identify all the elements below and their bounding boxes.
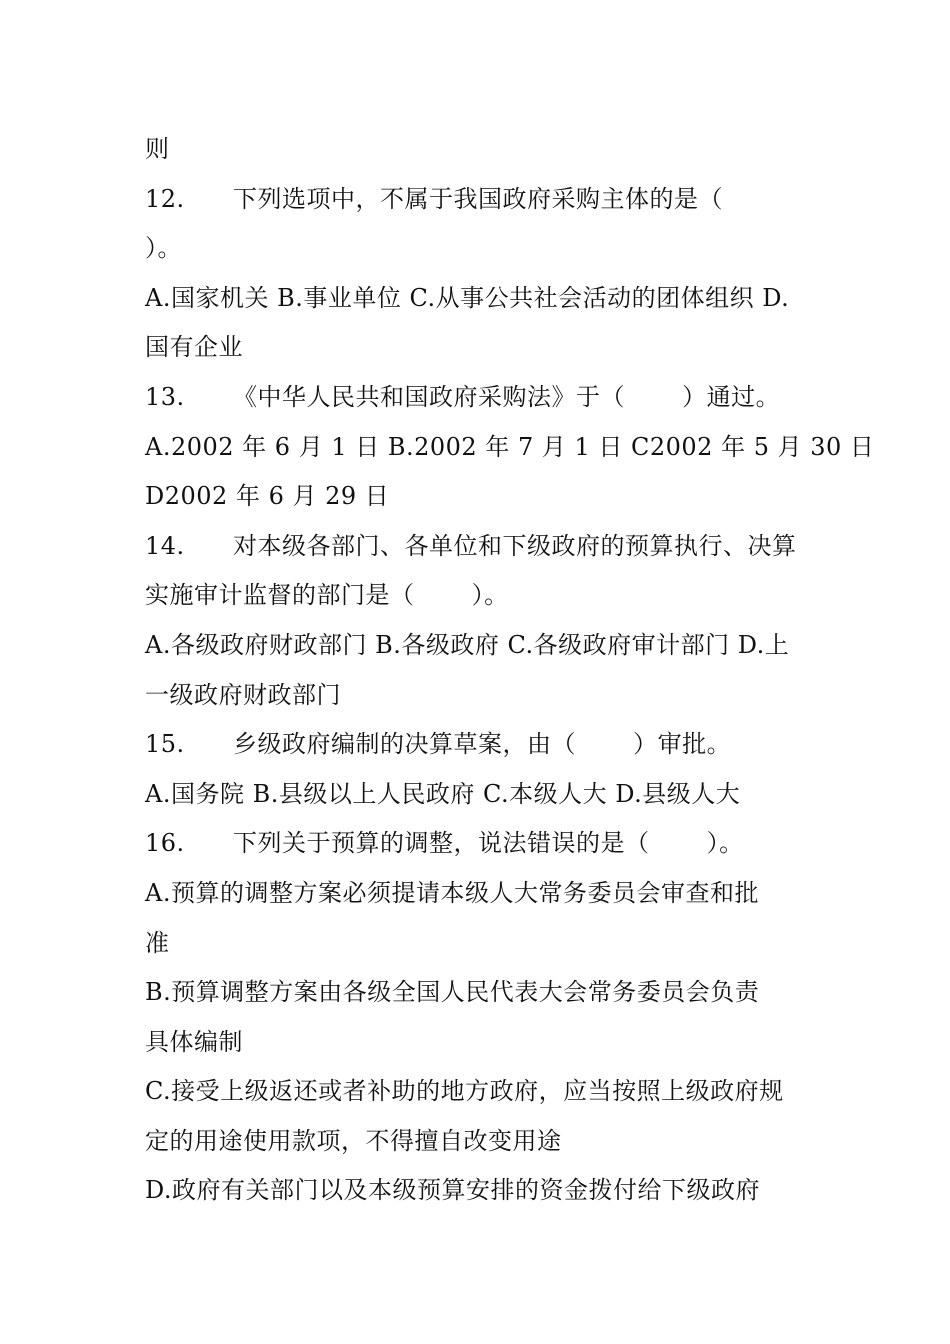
question-number: 16. [145,829,185,858]
question-number: 15. [145,730,185,759]
options-line [145,274,815,324]
question-number: 13. [145,382,185,411]
line-text: B.预算调整方案由各级全国人民代表大会常务委员会负责 [145,978,760,1007]
question-line [145,720,815,770]
question-line [145,522,815,572]
question-line [145,819,815,869]
question-number: 14. [145,531,185,560]
line-text: D.政府有关部门以及本级预算安排的资金拨付给下级政府 [145,1176,761,1205]
line-text: 国有企业 [145,333,243,362]
options-line [145,919,815,969]
question-line [145,175,815,225]
options-line [145,968,815,1018]
question-number: 12. [145,184,185,213]
line-text: A.各级政府财政部门 B.各级政府 C.各级政府审计部门 D.上 [145,630,790,659]
line-text: C.接受上级返还或者补助的地方政府，应当按照上级政府规 [145,1077,784,1106]
question-stem: 乡级政府编制的决算草案，由（ ）审批。 [233,730,732,759]
options-line [145,1067,815,1117]
text-line [145,571,815,621]
line-text: 实施审计监督的部门是（ ）。 [145,581,509,610]
options-line [145,1166,815,1216]
options-line [145,323,815,373]
line-text: ）。 [145,234,182,263]
text-line [145,224,815,274]
line-text: A.国家机关 B.事业单位 C.从事公共社会活动的团体组织 D. [145,283,790,312]
question-stem: 《中华人民共和国政府采购法》于（ ）通过。 [233,382,781,411]
question-stem: 下列关于预算的调整，说法错误的是（ ）。 [233,829,744,858]
line-text: 准 [145,928,170,957]
line-text: 则 [145,135,170,163]
options-line [145,1117,815,1167]
text-line [145,125,815,175]
line-text: 定的用途使用款项，不得擅自改变用途 [145,1126,562,1155]
question-stem: 对本级各部门、各单位和下级政府的预算执行、决算 [233,531,797,560]
line-text: A.国务院 B.县级以上人民政府 C.本级人大 D.县级人大 [145,779,741,808]
question-line [145,373,815,423]
exam-text [145,125,875,1216]
options-line [145,621,815,671]
options-line [145,869,815,919]
line-text: 具体编制 [145,1027,243,1056]
options-line [145,1018,815,1068]
line-text: A.2002 年 6 月 1 日 B.2002 年 7 月 1 日 C2002 年 5 月 30 日 [145,432,875,461]
line-text: A.预算的调整方案必须提请本级人大常务委员会审查和批 [145,878,759,907]
options-line [145,671,815,721]
options-line [145,423,875,473]
line-text: 一级政府财政部门 [145,680,341,709]
options-line [145,472,815,522]
question-stem: 下列选项中，不属于我国政府采购主体的是（ [233,184,723,213]
line-text: D2002 年 6 月 29 日 [145,482,390,511]
options-line [145,770,815,820]
